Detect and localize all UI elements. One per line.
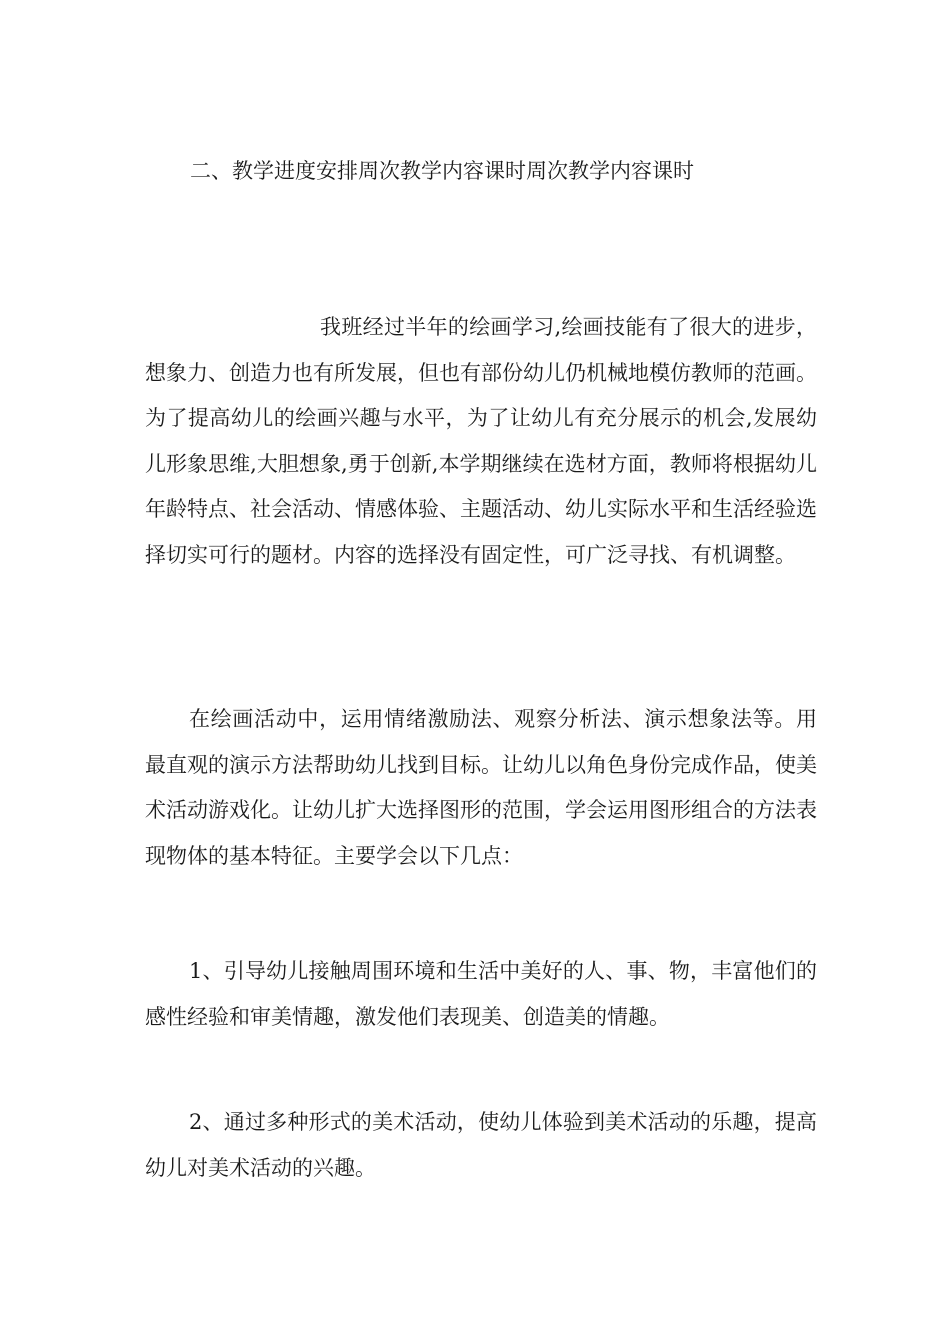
paragraph-intro (145, 305, 817, 578)
paragraph-methods (145, 697, 817, 879)
paragraph-text: 在绘画活动中，运用情绪激励法、观察分析法、演示想象法等。用最直观的演示方法帮助幼儿找到目标。让幼儿以角色身份完成作品，使美术活动游戏化。让幼儿扩大选择图形的范围，学会运用图形组合的方法表现物体的基本特征。主要学会以下几点： (145, 707, 817, 868)
paragraph-text: 1、引导幼儿接触周围环境和生活中美好的人、事、物，丰富他们的感性经验和审美情趣，激发他们表现美、创造美的情趣。 (145, 959, 817, 1029)
section-heading: 二、教学进度安排周次教学内容课时周次教学内容课时 (190, 159, 694, 183)
paragraph-text: 我班经过半年的绘画学习,绘画技能有了很大的进步，想象力、创造力也有所发展，但也有部份幼儿仍机械地模仿教师的范画。为了提高幼儿的绘画兴趣与水平，为了让幼儿有充分展示的机会,发展幼儿形象思维,大胆想象,勇于创新,本学期继续在选材方面，教师将根据幼儿年龄特点、社会活动、情感体验、主题活动、幼儿实际水平和生活经验选择切实可行的题材。内容的选择没有固定性，可广泛寻找、有机调整。 (145, 315, 817, 567)
list-item-1 (145, 949, 817, 1040)
list-item-2 (145, 1100, 817, 1191)
paragraph-text: 2、通过多种形式的美术活动，使幼儿体验到美术活动的乐趣，提高幼儿对美术活动的兴趣。 (145, 1110, 817, 1180)
